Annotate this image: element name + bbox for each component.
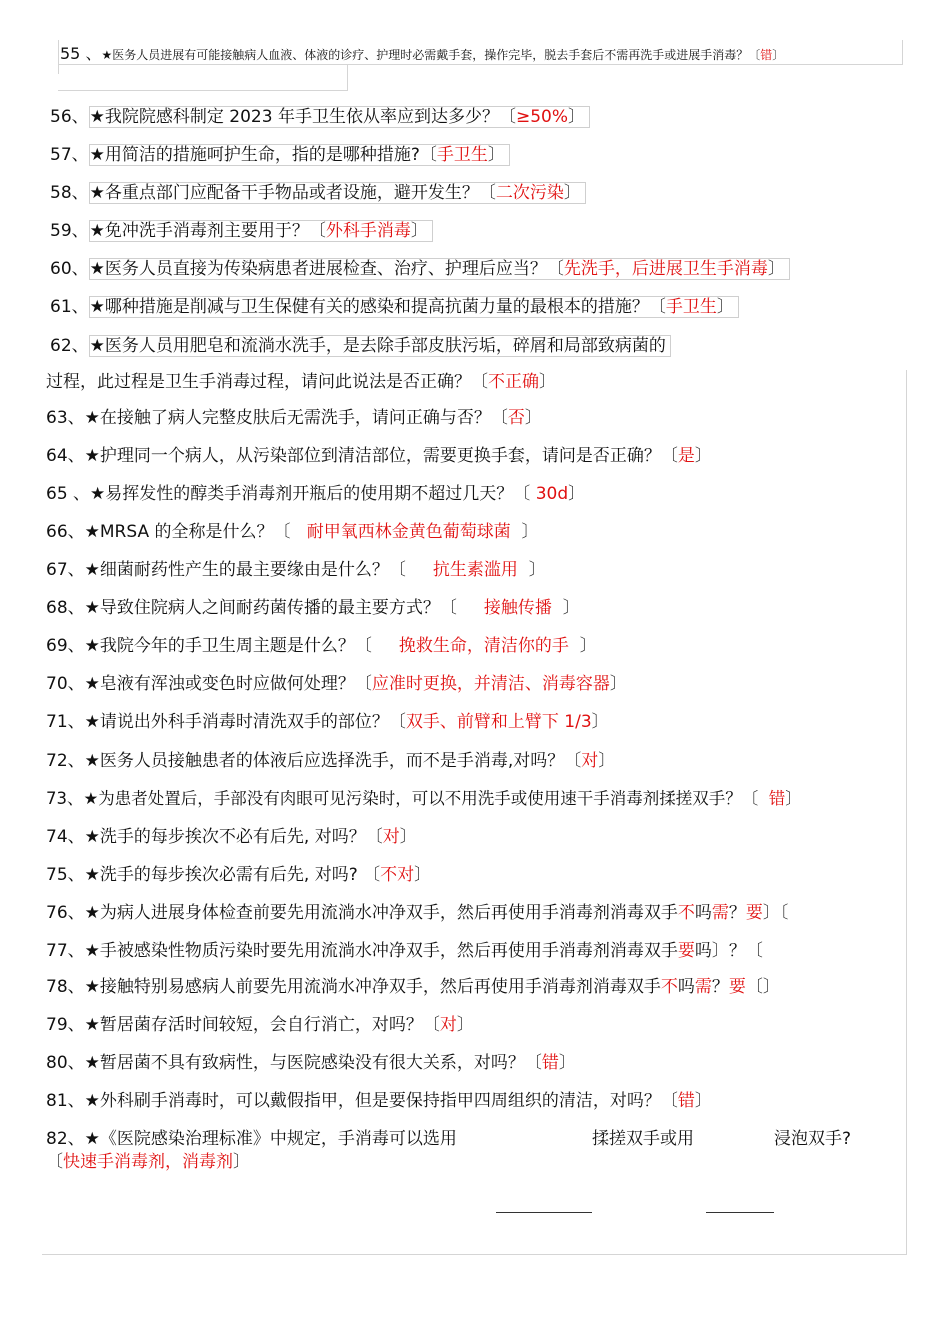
answer-text: 抗生素滥用 <box>432 560 518 580</box>
question-number: 74、 <box>46 827 85 847</box>
question-80 <box>46 1051 576 1075</box>
question-number: 82、 <box>46 1129 85 1149</box>
question-number: 77、 <box>46 941 85 961</box>
bracket-close: 〕 <box>551 598 580 618</box>
answer-text: 不对 <box>380 865 415 885</box>
frame-rule-right <box>906 370 907 1254</box>
question-74 <box>46 825 417 849</box>
question-text: ★易挥发性的醇类手消毒剂开瓶后的使用期不超过几天？〔 <box>90 484 536 504</box>
question-text: ★在接触了病人完整皮肤后无需洗手，请问正确与否？〔 <box>84 408 508 428</box>
question-number: 75、 <box>46 865 85 885</box>
question-78 <box>46 975 780 999</box>
question-59 <box>50 219 433 243</box>
question-70 <box>46 672 627 696</box>
question-number: 65 、 <box>46 484 91 504</box>
question-68 <box>46 596 580 620</box>
question-71 <box>46 710 609 734</box>
question-text: ★导致住院病人之间耐药菌传播的最主要方式？〔 <box>84 598 484 618</box>
answer-text: 对 <box>439 1015 457 1035</box>
answer-text: 手卫生 <box>665 297 717 317</box>
question-number: 73、 <box>46 789 84 808</box>
bracket-close: 〕 <box>767 259 785 279</box>
question-number: 79、 <box>46 1015 85 1035</box>
bracket-close: 〕 <box>694 446 712 466</box>
question-number: 55 、 <box>60 44 102 63</box>
question-text: 揉搓双手或用 <box>592 1129 694 1149</box>
question-number: 66、 <box>46 522 85 542</box>
question-text: ★医务人员接触患者的体液后应选择洗手，而不是手消毒,对吗？〔 <box>84 751 582 771</box>
mixed-fragment: 要 <box>677 941 695 961</box>
mixed-fragment: 吗〕？〔 <box>694 941 763 961</box>
frame-rule-bottom <box>42 1254 907 1255</box>
question-text: ★暂居菌存活时间较短，会自行消亡，对吗？〔 <box>84 1015 440 1035</box>
question-number: 59、 <box>50 221 89 241</box>
bracket-close: 〕 <box>487 145 505 165</box>
question-57 <box>50 143 510 167</box>
answer-text: 错 <box>768 789 786 808</box>
fill-blank-2 <box>706 1212 774 1213</box>
question-79 <box>46 1013 474 1037</box>
answer-text: 耐甲氧西林金黄色葡萄球菌 <box>306 522 511 542</box>
question-number: 58、 <box>50 183 89 203</box>
question-number: 80、 <box>46 1053 85 1073</box>
question-text: ★各重点部门应配备干手物品或者设施，避开发生？〔 <box>89 183 496 203</box>
answer-text: 错 <box>541 1053 559 1073</box>
bracket-close: 〕 <box>539 372 556 392</box>
question-text: ★哪种措施是削减与卫生保健有关的感染和提高抗菌力量的最根本的措施？〔 <box>89 297 666 317</box>
question-55 <box>60 42 784 67</box>
question-61 <box>50 295 739 319</box>
answer-text: 应准时更换，并清洁、消毒容器 <box>371 674 610 694</box>
question-62 <box>50 334 671 358</box>
answer-text: ≥50% <box>515 107 568 127</box>
answer-text: 快速手消毒剂，消毒剂 <box>63 1152 233 1172</box>
question-65 <box>46 482 585 506</box>
question-number: 57、 <box>50 145 89 165</box>
question-text: ★免冲洗手消毒剂主要用于？〔 <box>89 221 326 241</box>
question-58 <box>50 181 586 205</box>
bracket-close: 〕 <box>598 751 616 771</box>
question-number: 81、 <box>46 1091 85 1111</box>
question-72 <box>46 749 615 773</box>
question-text: 浸泡双手? <box>774 1129 852 1149</box>
bracket-close: 〕 <box>399 827 417 847</box>
question-66 <box>46 520 539 544</box>
bracket-close: 〕 <box>772 48 785 62</box>
answer-text: 双手、前臂和上臂下 1/3 <box>405 712 592 732</box>
question-69 <box>46 634 597 658</box>
question-number: 61、 <box>50 297 89 317</box>
bracket-close: 〕 <box>716 297 734 317</box>
answer-text: 手卫生 <box>436 145 488 165</box>
bracket-close: 〕 <box>233 1152 250 1172</box>
question-text: ★医务人员进展有可能接触病人血液、体液的诊疗、护理时必需戴手套，操作完毕，脱去手套后不需再洗手或进展手消毒？〔 <box>101 48 761 62</box>
question-text: ★为病人进展身体检查前要先用流淌水冲净双手，然后再使用手消毒剂消毒双手 <box>84 903 678 923</box>
bracket-close: 〕 <box>517 560 546 580</box>
question-56 <box>50 105 590 129</box>
answer-text: 错 <box>677 1091 695 1111</box>
mixed-fragment: 吗 <box>677 977 695 997</box>
bracket-close: 〕 <box>568 484 586 504</box>
question-82-part-c <box>774 1127 851 1151</box>
bracket-close: 〕 <box>567 107 585 127</box>
question-number: 72、 <box>46 751 85 771</box>
question-number: 62、 <box>50 336 89 356</box>
frame-rule-right-top <box>902 40 903 64</box>
frame-rule-h-2 <box>58 90 348 91</box>
answer-text: 接触传播 <box>483 598 552 618</box>
question-number: 68、 <box>46 598 85 618</box>
bracket-close: 〕 <box>609 674 627 694</box>
mixed-fragment: 不 <box>660 977 678 997</box>
question-text: ★护理同一个病人，从污染部位到清洁部位，需要更换手套，请问是否正确？〔 <box>84 446 678 466</box>
bracket-close: 〕 <box>510 522 539 542</box>
mixed-fragment: 不 <box>677 903 695 923</box>
question-number: 69、 <box>46 636 85 656</box>
bracket-close: 〕 <box>558 1053 576 1073</box>
mixed-fragment: ？ <box>728 903 746 923</box>
mixed-fragment: 要 <box>745 903 763 923</box>
answer-text: 30d <box>535 484 569 504</box>
answer-text: 外科手消毒 <box>325 221 411 241</box>
question-number: 76、 <box>46 903 85 923</box>
bracket-close: 〕 <box>785 789 802 808</box>
question-number: 64、 <box>46 446 85 466</box>
answer-text: 先洗手，后进展卫生手消毒 <box>563 259 768 279</box>
answer-text: 对 <box>581 751 599 771</box>
question-number: 70、 <box>46 674 85 694</box>
answer-text: 不正确 <box>488 372 539 392</box>
question-text: ★外科刷手消毒时，可以戴假指甲，但是要保持指甲四周组织的清洁，对吗？〔 <box>84 1091 678 1111</box>
bracket-close: 〕 <box>456 1015 474 1035</box>
fill-blank-1 <box>496 1212 592 1213</box>
question-60 <box>50 257 790 281</box>
mixed-fragment: 要 <box>728 977 746 997</box>
answer-text: 二次污染 <box>495 183 564 203</box>
frame-rule-left-top <box>58 40 59 74</box>
question-82-answer-line <box>46 1150 250 1174</box>
bracket-close: 〕 <box>563 183 581 203</box>
question-text: ★我院院感科制定 2023 年手卫生依从率应到达多少？〔 <box>89 107 516 127</box>
question-82 <box>46 1127 457 1151</box>
question-number: 56、 <box>50 107 89 127</box>
question-81 <box>46 1089 712 1113</box>
question-number: 67、 <box>46 560 85 580</box>
question-text: ★洗手的每步挨次不必有后先, 对吗？〔 <box>84 827 383 847</box>
question-67 <box>46 558 546 582</box>
question-text: ★我院今年的手卫生周主题是什么？〔 <box>84 636 399 656</box>
bracket-close: 〕 <box>414 865 432 885</box>
mixed-fragment: 吗 <box>694 903 712 923</box>
question-73 <box>46 787 802 811</box>
question-82-part-b <box>592 1127 694 1151</box>
question-text: ★用简洁的措施呵护生命，指的是哪种措施?〔 <box>89 145 437 165</box>
mixed-fragment: 需 <box>694 977 712 997</box>
mixed-fragment: 〔〕 <box>745 977 780 997</box>
mixed-fragment: ？ <box>711 977 729 997</box>
question-text: ★医务人员用肥皂和流淌水洗手，是去除手部皮肤污垢，碎屑和局部致病菌的 <box>89 335 671 357</box>
question-64 <box>46 444 712 468</box>
answer-text: 挽救生命，清洁你的手 <box>398 636 569 656</box>
question-text: ★皂液有浑浊或变色时应做何处理？〔 <box>84 674 372 694</box>
question-number: 60、 <box>50 259 89 279</box>
question-75 <box>46 863 431 887</box>
question-text: ★细菌耐药性产生的最主要缘由是什么？〔 <box>84 560 433 580</box>
question-text: 过程，此过程是卫生手消毒过程，请问此说法是否正确？〔 <box>46 372 488 392</box>
bracket-close: 〕 <box>410 221 428 241</box>
mixed-fragment: 〕〔 <box>762 903 789 923</box>
question-text: ★医务人员直接为传染病患者进展检查、治疗、护理后应当？〔 <box>89 259 564 279</box>
mixed-fragment: 需 <box>711 903 729 923</box>
question-63 <box>46 406 542 430</box>
question-number: 71、 <box>46 712 85 732</box>
answer-text: 是 <box>677 446 695 466</box>
bracket-close: 〕 <box>568 636 597 656</box>
bracket-close: 〕 <box>524 408 542 428</box>
answer-text: 错 <box>760 48 773 62</box>
question-77 <box>46 939 763 963</box>
question-number: 63、 <box>46 408 85 428</box>
question-text: ★《医院感染治理标准》中规定，手消毒可以选用 <box>84 1129 457 1149</box>
question-text: ★请说出外科手消毒时清洗双手的部位？〔 <box>84 712 406 732</box>
question-62-continued <box>46 370 556 394</box>
question-text: ★手被感染性物质污染时要先用流淌水冲净双手，然后再使用手消毒剂消毒双手 <box>84 941 678 961</box>
question-text: ★暂居菌不具有致病性，与医院感染没有很大关系，对吗？〔 <box>84 1053 542 1073</box>
bracket-close: 〕 <box>694 1091 712 1111</box>
question-text: ★洗手的每步挨次必需有后先, 对吗? 〔 <box>84 865 381 885</box>
answer-text: 对 <box>382 827 400 847</box>
question-number: 78、 <box>46 977 85 997</box>
answer-text: 否 <box>507 408 525 428</box>
bracket-close: 〕 <box>591 712 609 732</box>
bracket-open: 〔 <box>46 1152 63 1172</box>
question-76 <box>46 901 788 925</box>
question-text: ★MRSA 的全称是什么？〔 <box>84 522 307 542</box>
question-text: ★接触特别易感病人前要先用流淌水冲净双手，然后再使用手消毒剂消毒双手 <box>84 977 661 997</box>
frame-rule-mid <box>347 64 348 90</box>
question-text: ★为患者处置后，手部没有肉眼可见污染时，可以不用洗手或使用速干手消毒剂揉搓双手？〔 <box>83 789 769 808</box>
